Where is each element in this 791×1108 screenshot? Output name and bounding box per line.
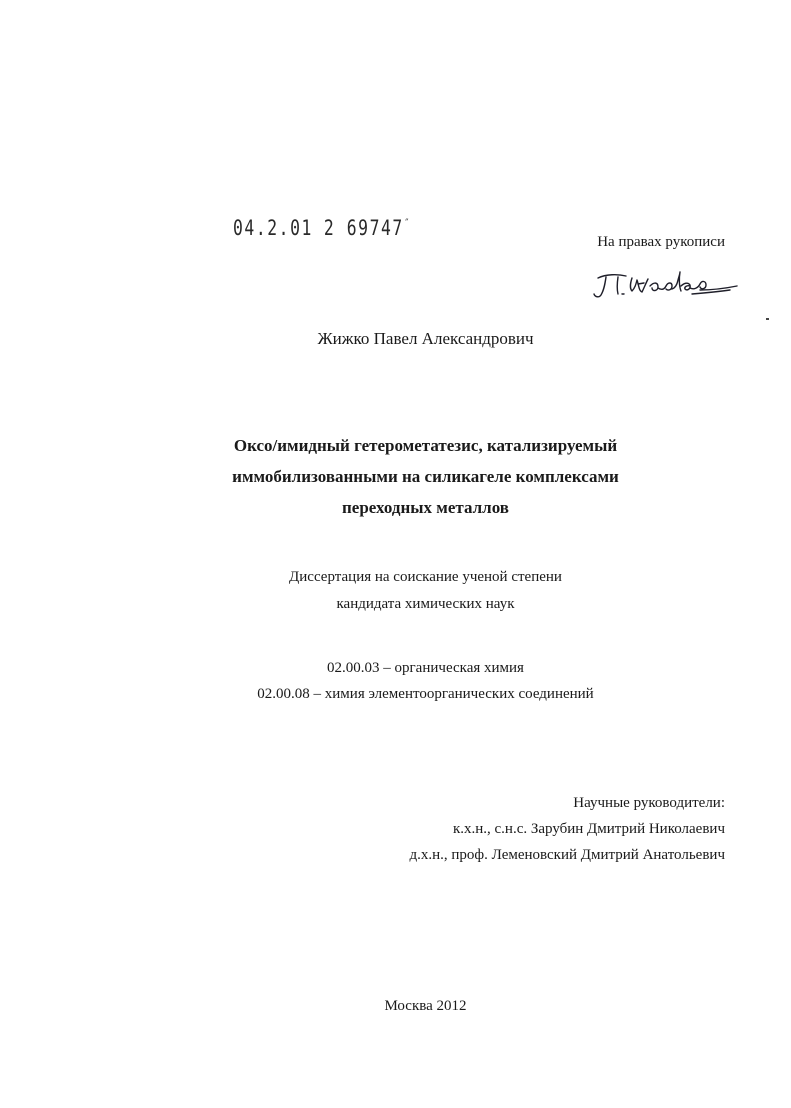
supervisors-heading: Научные руководители:: [573, 795, 725, 811]
handwritten-signature: [592, 264, 740, 310]
registration-stamp: 04.2.01 2 69747˝: [233, 216, 411, 240]
thesis-title-line: Оксо/имидный гетерометатезис, катализируемый: [233, 436, 618, 455]
degree-line: кандидата химических наук: [336, 596, 515, 612]
thesis-title-line: иммобилизованными на силикагеле комплексами: [232, 467, 619, 486]
specialty-codes: [0, 655, 791, 707]
stamp-code-part1: 04.2.01: [233, 216, 313, 240]
degree-line: Диссертация на соискание ученой степени: [289, 569, 562, 585]
thesis-title: [0, 430, 791, 523]
author-name: Жижко Павел Александрович: [317, 329, 534, 348]
supervisor-entry: д.х.н., проф. Леменовский Дмитрий Анатольевич: [409, 847, 725, 863]
degree-statement: [0, 564, 791, 618]
city-year: Москва 2012: [384, 998, 467, 1014]
scan-mark: [766, 318, 769, 320]
supervisor-entry: к.х.н., с.н.с. Зарубин Дмитрий Николаевич: [452, 821, 725, 837]
stamp-code-part2: 2 69747: [323, 216, 404, 240]
specialty-item: 02.00.03 – органическая химия: [327, 660, 524, 676]
supervisors-block: [409, 790, 725, 868]
thesis-title-line: переходных металлов: [342, 498, 509, 517]
rights-note: На правах рукописи: [597, 234, 725, 250]
specialty-item: 02.00.08 – химия элементоорганических соединений: [257, 686, 594, 702]
